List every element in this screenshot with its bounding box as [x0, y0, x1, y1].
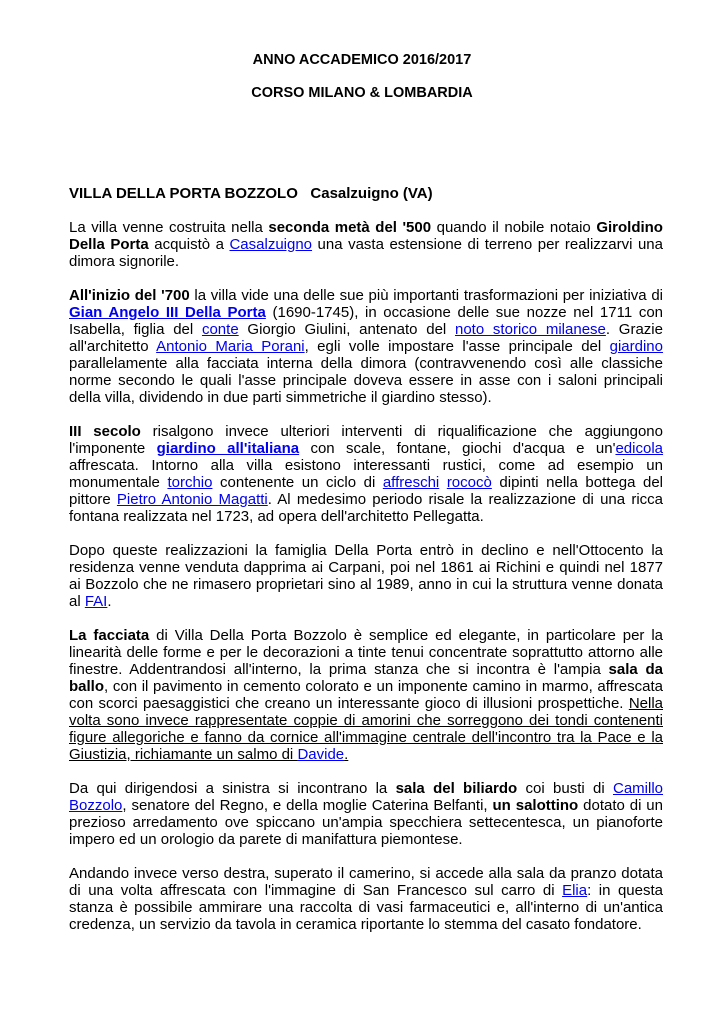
text-link[interactable]: Elia — [562, 882, 588, 899]
text-run: La villa venne costruita nella — [69, 219, 269, 236]
text-run: affrescata. Intorno alla villa esistono interessanti rustici, come ad esempio un monumentale — [69, 457, 663, 491]
text-run: quando il nobile notaio — [431, 219, 597, 236]
paragraph — [69, 627, 663, 763]
text-run: Da qui dirigendosi a sinistra si incontrano la — [69, 780, 396, 797]
text-run: , con il pavimento in cemento colorato e un imponente camino in marmo, affrescata con scorci paesaggistici che creano un interessante gioco di illusioni prospettiche. — [69, 678, 663, 712]
paragraphs — [69, 219, 663, 933]
text-link[interactable]: Camillo Bozzolo — [69, 780, 663, 814]
text-run: Nella volta sono invece rappresentate coppie di amorini che sorreggono dei tondi contenenti figure allegoriche e fanno da cornice all'immagine centrale dell'incontro tra la Pace e la Giustizia, richiamante un salmo di — [69, 695, 663, 763]
text-run: dotato di un prezioso arredamento ove spiccano un'ampia specchiera settecentesca, un pianoforte impero ed un orologio da parete di manifattura piemontese. — [69, 797, 663, 848]
document-title — [69, 185, 663, 202]
header-course: CORSO MILANO & LOMBARDIA — [251, 85, 473, 101]
text-link[interactable]: FAI — [84, 593, 108, 610]
paragraph — [69, 287, 663, 406]
text-run: . Al medesimo periodo risale la realizzazione di una ricca fontana realizzata nel 1723, ad opera dell'architetto Pellegatta. — [69, 491, 663, 525]
text-run: la villa vide una delle sue più importanti trasformazioni per iniziativa di — [189, 287, 663, 304]
text-run: parallelamente alla facciata interna della dimora (contravvenendo così alle classiche norme secondo le quali l'asse principale doveva essere in asse con i saloni principali della villa, dividendo in due parti simmetriche il giardino stesso). — [69, 355, 663, 406]
text-run: risalgono invece ulteriori interventi di riqualificazione che aggiungono l'imponente — [69, 423, 663, 457]
text-run: Giorgio Giulini, antenato del — [238, 321, 455, 338]
bold-text: La facciata — [69, 627, 150, 644]
paragraph — [69, 780, 663, 848]
text-run: . Grazie all'architetto — [69, 321, 663, 355]
bold-text: sala del biliardo — [395, 780, 518, 797]
header-academic-year: ANNO ACCADEMICO 2016/2017 — [252, 52, 472, 68]
paragraph — [69, 542, 663, 610]
text-run: Andando invece verso destra, superato il camerino, si accede alla sala da pranzo dotata di una volta affrescata con l'immagine di San Francesco sul carro di — [69, 865, 663, 899]
title-place: Casalzuigno (VA) — [310, 185, 433, 202]
text-run: : in questa stanza è possibile ammirare una raccolta di vasi farmaceutici e, all'interno di un'antica credenza, un servizio da tavola in ceramica riportante lo stemma del casato fondatore. — [69, 882, 663, 933]
text-link[interactable]: Pietro Antonio Magatti — [116, 491, 268, 508]
text-link[interactable]: conte — [201, 321, 239, 338]
text-run: dipinti nella bottega del pittore — [69, 474, 663, 508]
bold-text: All'inizio del '700 — [69, 287, 190, 304]
text-link[interactable]: giardino — [609, 338, 663, 355]
text-run: contenente un ciclo di — [212, 474, 383, 491]
paragraph — [69, 219, 663, 270]
paragraph — [69, 865, 663, 933]
text-run — [439, 474, 447, 491]
bold-text: seconda metà del '500 — [268, 219, 432, 236]
text-link[interactable]: Casalzuigno — [229, 236, 313, 253]
text-link[interactable]: edicola — [615, 440, 663, 457]
title-main: VILLA DELLA PORTA BOZZOLO — [69, 185, 298, 202]
text-link[interactable]: affreschi — [382, 474, 440, 491]
bold-text: un salottino — [492, 797, 579, 814]
paragraph — [69, 423, 663, 525]
text-run: (1690-1745), in occasione delle sue nozze nel 1711 con Isabella, figlia del — [69, 304, 663, 338]
text-link[interactable]: Davide — [297, 746, 345, 763]
text-run: , egli volle impostare l'asse principale del — [304, 338, 610, 355]
text-link[interactable]: rococò — [446, 474, 492, 491]
text-link[interactable]: Antonio Maria Porani — [156, 338, 305, 355]
text-run: acquistò a — [148, 236, 230, 253]
text-run: una vasta estensione di terreno per realizzarvi una dimora signorile. — [69, 236, 663, 270]
bold-text: sala da ballo — [69, 661, 663, 695]
document-body — [69, 185, 663, 950]
text-link[interactable]: giardino all'italiana — [156, 440, 300, 457]
text-run: coi busti di — [517, 780, 613, 797]
bold-text: III secolo — [69, 423, 141, 440]
text-run: , senatore del Regno, e della moglie Caterina Belfanti, — [122, 797, 493, 814]
text-link[interactable]: noto storico milanese — [455, 321, 606, 338]
text-run: . — [344, 746, 349, 763]
text-run: . — [107, 593, 112, 610]
text-run: Dopo queste realizzazioni la famiglia Della Porta entrò in declino e nell'Ottocento la residenza venne venduta dapprima ai Carpani, poi nel 1861 ai Richini e quindi nel 1877 ai Bozzolo che ne rimasero proprietari sino al 1989, anno in cui la struttura venne donata al — [69, 542, 663, 610]
text-run: con scale, fontane, giochi d'acqua e un' — [299, 440, 616, 457]
text-link[interactable]: torchio — [167, 474, 213, 491]
bold-text: Giroldino Della Porta — [69, 219, 663, 253]
text-run: di Villa Della Porta Bozzolo è semplice ed elegante, in particolare per la linearità delle forme e per le decorazioni a tinte tenui concentrate soprattutto attorno alle finestre. Addentrandosi all'interno, la prima stanza che si incontra è l'ampia — [69, 627, 663, 678]
text-link[interactable]: Gian Angelo III Della Porta — [69, 304, 266, 321]
